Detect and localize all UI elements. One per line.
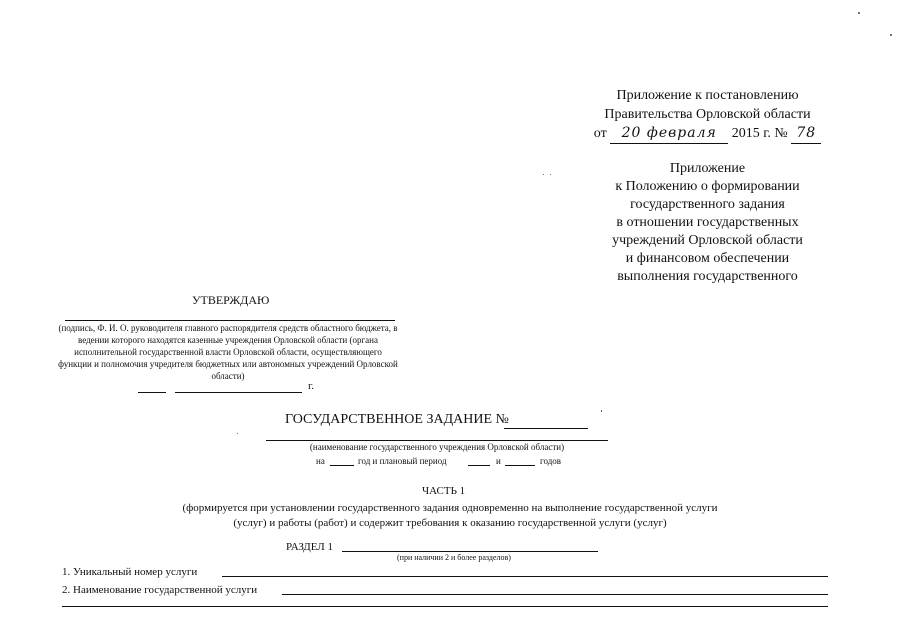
unique-number-label: 1. Уникальный номер услуги	[62, 566, 198, 578]
part-description-line2: (услуг) и работы (работ) и содержит требования к оказанию государственной услуги (услуг)	[233, 517, 667, 529]
number-handwritten: 78	[791, 124, 821, 144]
state-task-title: ГОСУДАРСТВЕННОЕ ЗАДАНИЕ №	[285, 412, 509, 427]
scan-speck	[550, 174, 551, 175]
period-and: и	[496, 456, 501, 466]
appendix-line: Приложение	[669, 161, 746, 176]
period-na: на	[316, 456, 325, 466]
unique-number-line	[222, 576, 828, 577]
institution-name-caption: (наименование государственного учреждения Орловской области)	[309, 442, 565, 452]
date-handwritten: 20 февраля	[610, 124, 728, 144]
service-name-line	[282, 594, 828, 595]
approve-year-suffix: г.	[308, 380, 315, 392]
scan-speck	[237, 433, 238, 434]
service-name-line-2	[62, 606, 828, 607]
appendix-line: в отношении государственных	[616, 215, 799, 230]
appendix-line: и финансовом обеспечении	[625, 251, 790, 266]
scan-speck	[858, 12, 860, 14]
period-years: годов	[540, 456, 562, 466]
appendix-decree-block	[585, 86, 830, 144]
date-prefix: от	[593, 126, 607, 141]
approve-caption: (подпись, Ф. И. О. руководителя главного распорядителя средств областного бюджета, в ведении которого находятся казенные учреждения Орловской области (органа исполнительной государственной власти Орловской области, осуществляющего функции и полномочия учредителя бюджетных или автономных учреждений Орловской области)	[58, 323, 398, 381]
appendix-decree-line1: Приложение к постановлению	[616, 88, 799, 103]
scan-speck	[890, 34, 892, 36]
state-task-number-line	[504, 428, 588, 429]
section-line	[342, 551, 598, 552]
section-title: РАЗДЕЛ 1	[286, 541, 334, 553]
scan-speck	[601, 410, 602, 412]
appendix-line: выполнения государственного	[617, 269, 798, 284]
appendix-regulation-block	[585, 160, 830, 286]
appendix-line: к Положению о формировании	[615, 179, 800, 194]
approve-title: УТВЕРЖДАЮ	[192, 293, 270, 307]
service-name-label: 2. Наименование государственной услуги	[62, 584, 258, 596]
part-title: ЧАСТЬ 1	[422, 485, 466, 497]
appendix-decree-date	[585, 124, 830, 144]
date-year: 2015 г. №	[731, 126, 788, 141]
part-description-line1: (формируется при установлении государственного задания одновременно на выполнение государственной услуги	[182, 502, 718, 514]
approve-signature-line	[65, 320, 395, 321]
approve-month-line	[175, 392, 302, 393]
period-plan1-line	[468, 465, 490, 466]
period-mid: год и плановый период	[358, 456, 447, 466]
period-plan2-line	[505, 465, 535, 466]
scan-speck	[543, 174, 544, 175]
approve-day-line	[138, 392, 166, 393]
period-year-line	[330, 465, 354, 466]
section-caption: (при наличии 2 и более разделов)	[397, 553, 511, 562]
appendix-decree-line2: Правительства Орловской области	[604, 107, 811, 122]
appendix-line: учреждений Орловской области	[612, 233, 803, 248]
appendix-line: государственного задания	[630, 197, 785, 212]
